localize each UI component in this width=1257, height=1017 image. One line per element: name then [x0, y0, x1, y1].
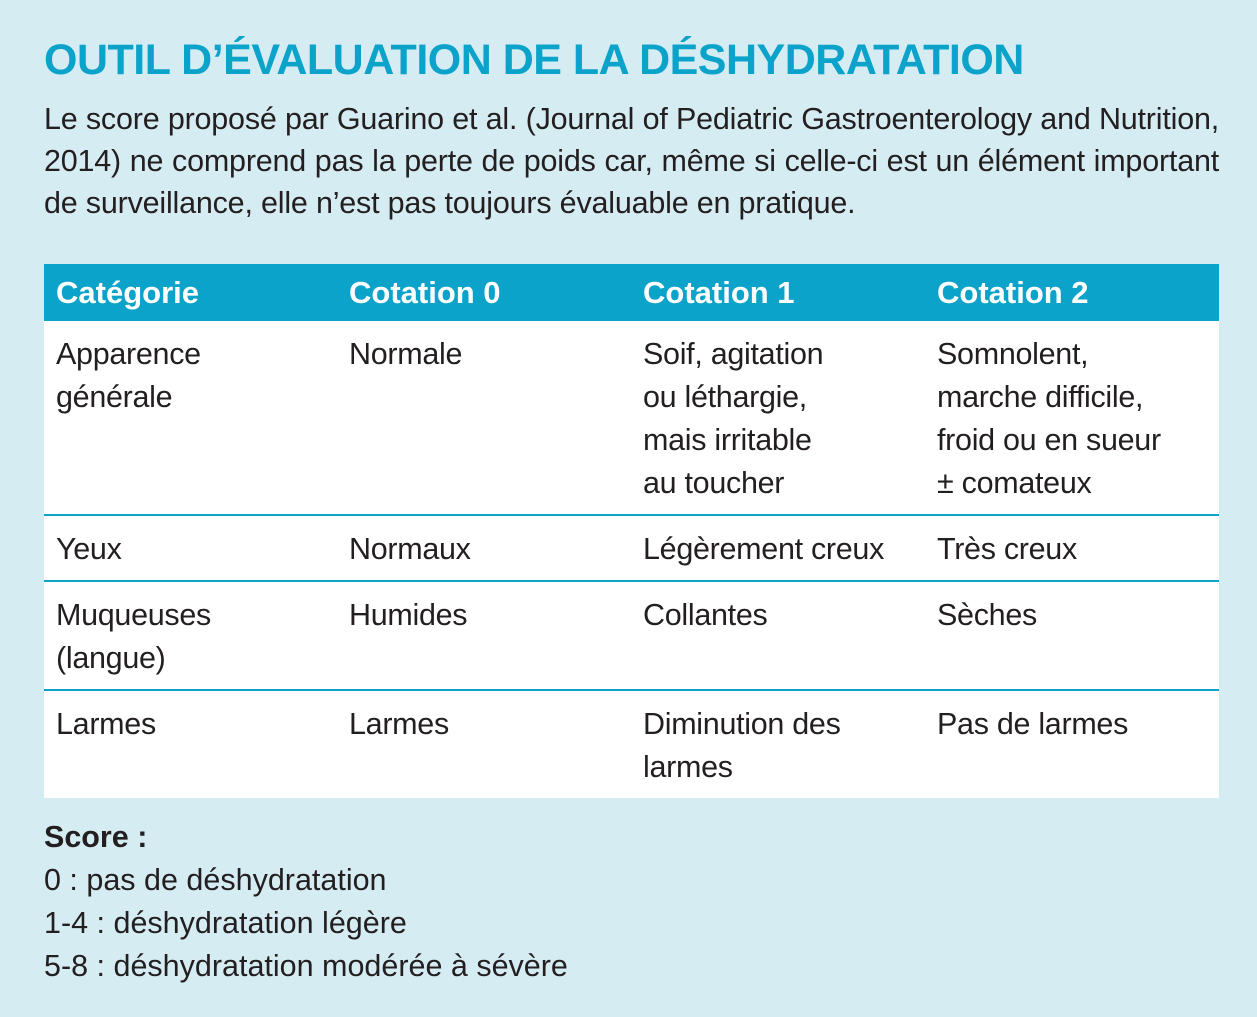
cell-score-1	[631, 321, 925, 515]
page-title: OUTIL D’ÉVALUATION DE LA DÉSHYDRATATION	[44, 36, 1024, 84]
cell-text-line: Pas de larmes	[937, 707, 1129, 741]
cell-text-line: mais irritable	[643, 423, 812, 457]
cell-text-line: Larmes	[349, 707, 449, 741]
cell-text-line: générale	[56, 380, 173, 414]
cell-score-2	[925, 690, 1219, 798]
cell-score-0	[337, 515, 631, 581]
cell-text-line: Diminution des	[643, 707, 841, 741]
cell-score-1	[631, 515, 925, 581]
cell-text-line: ou léthargie,	[643, 380, 807, 414]
cell-text-line: Apparence	[56, 337, 201, 371]
cell-text-line: Normale	[349, 337, 463, 371]
cell-score-0	[337, 581, 631, 690]
cell-score-2	[925, 515, 1219, 581]
cell-text-line: marche difficile,	[937, 380, 1144, 414]
cell-score-2	[925, 581, 1219, 690]
cell-text-line: ± comateux	[937, 466, 1092, 500]
table-row	[44, 690, 1219, 798]
cell-text-line: au toucher	[643, 466, 785, 500]
cell-text-line: Muqueuses	[56, 598, 211, 632]
table-body	[44, 321, 1219, 798]
cell-score-1	[631, 581, 925, 690]
score-line-2: 5-8 : déshydratation modérée à sévère	[44, 949, 568, 983]
cell-score-0	[337, 690, 631, 798]
table-row	[44, 515, 1219, 581]
cell-text-line: Soif, agitation	[643, 337, 824, 371]
score-title: Score :	[44, 820, 148, 854]
cell-text-line: Larmes	[56, 707, 156, 741]
cell-text-line: (langue)	[56, 641, 166, 675]
cell-text-line: Humides	[349, 598, 468, 632]
document-page	[44, 34, 1219, 988]
cell-category	[44, 321, 337, 515]
header-score-0: Cotation 0	[337, 264, 631, 321]
cell-text-line: Très creux	[937, 532, 1077, 566]
cell-score-1	[631, 690, 925, 798]
cell-category	[44, 515, 337, 581]
cell-category	[44, 581, 337, 690]
header-score-2: Cotation 2	[925, 264, 1219, 321]
header-score-1: Cotation 1	[631, 264, 925, 321]
header-category: Catégorie	[44, 264, 337, 321]
cell-category	[44, 690, 337, 798]
score-legend	[44, 816, 1219, 988]
cell-text-line: Sèches	[937, 598, 1037, 632]
cell-text-line: Normaux	[349, 532, 471, 566]
cell-text-line: froid ou en sueur	[937, 423, 1161, 457]
intro-paragraph: Le score proposé par Guarino et al. (Journal of Pediatric Gastroenterology and Nutrition, 2014) ne comprend pas la perte de poids car, même si celle-ci est un élément important de surveillance, elle n’est pas toujours évaluable en pratique.	[44, 102, 1219, 220]
cell-text-line: Yeux	[56, 532, 122, 566]
cell-text-line: larmes	[643, 750, 733, 784]
cell-text-line: Somnolent,	[937, 337, 1089, 371]
score-line-0: 0 : pas de déshydratation	[44, 863, 387, 897]
score-line-1: 1-4 : déshydratation légère	[44, 906, 407, 940]
table-row	[44, 581, 1219, 690]
cell-score-0	[337, 321, 631, 515]
cell-text-line: Légèrement creux	[643, 532, 885, 566]
dehydration-score-table	[44, 264, 1219, 798]
cell-score-2	[925, 321, 1219, 515]
table-row	[44, 321, 1219, 515]
table-header-row	[44, 264, 1219, 321]
cell-text-line: Collantes	[643, 598, 768, 632]
